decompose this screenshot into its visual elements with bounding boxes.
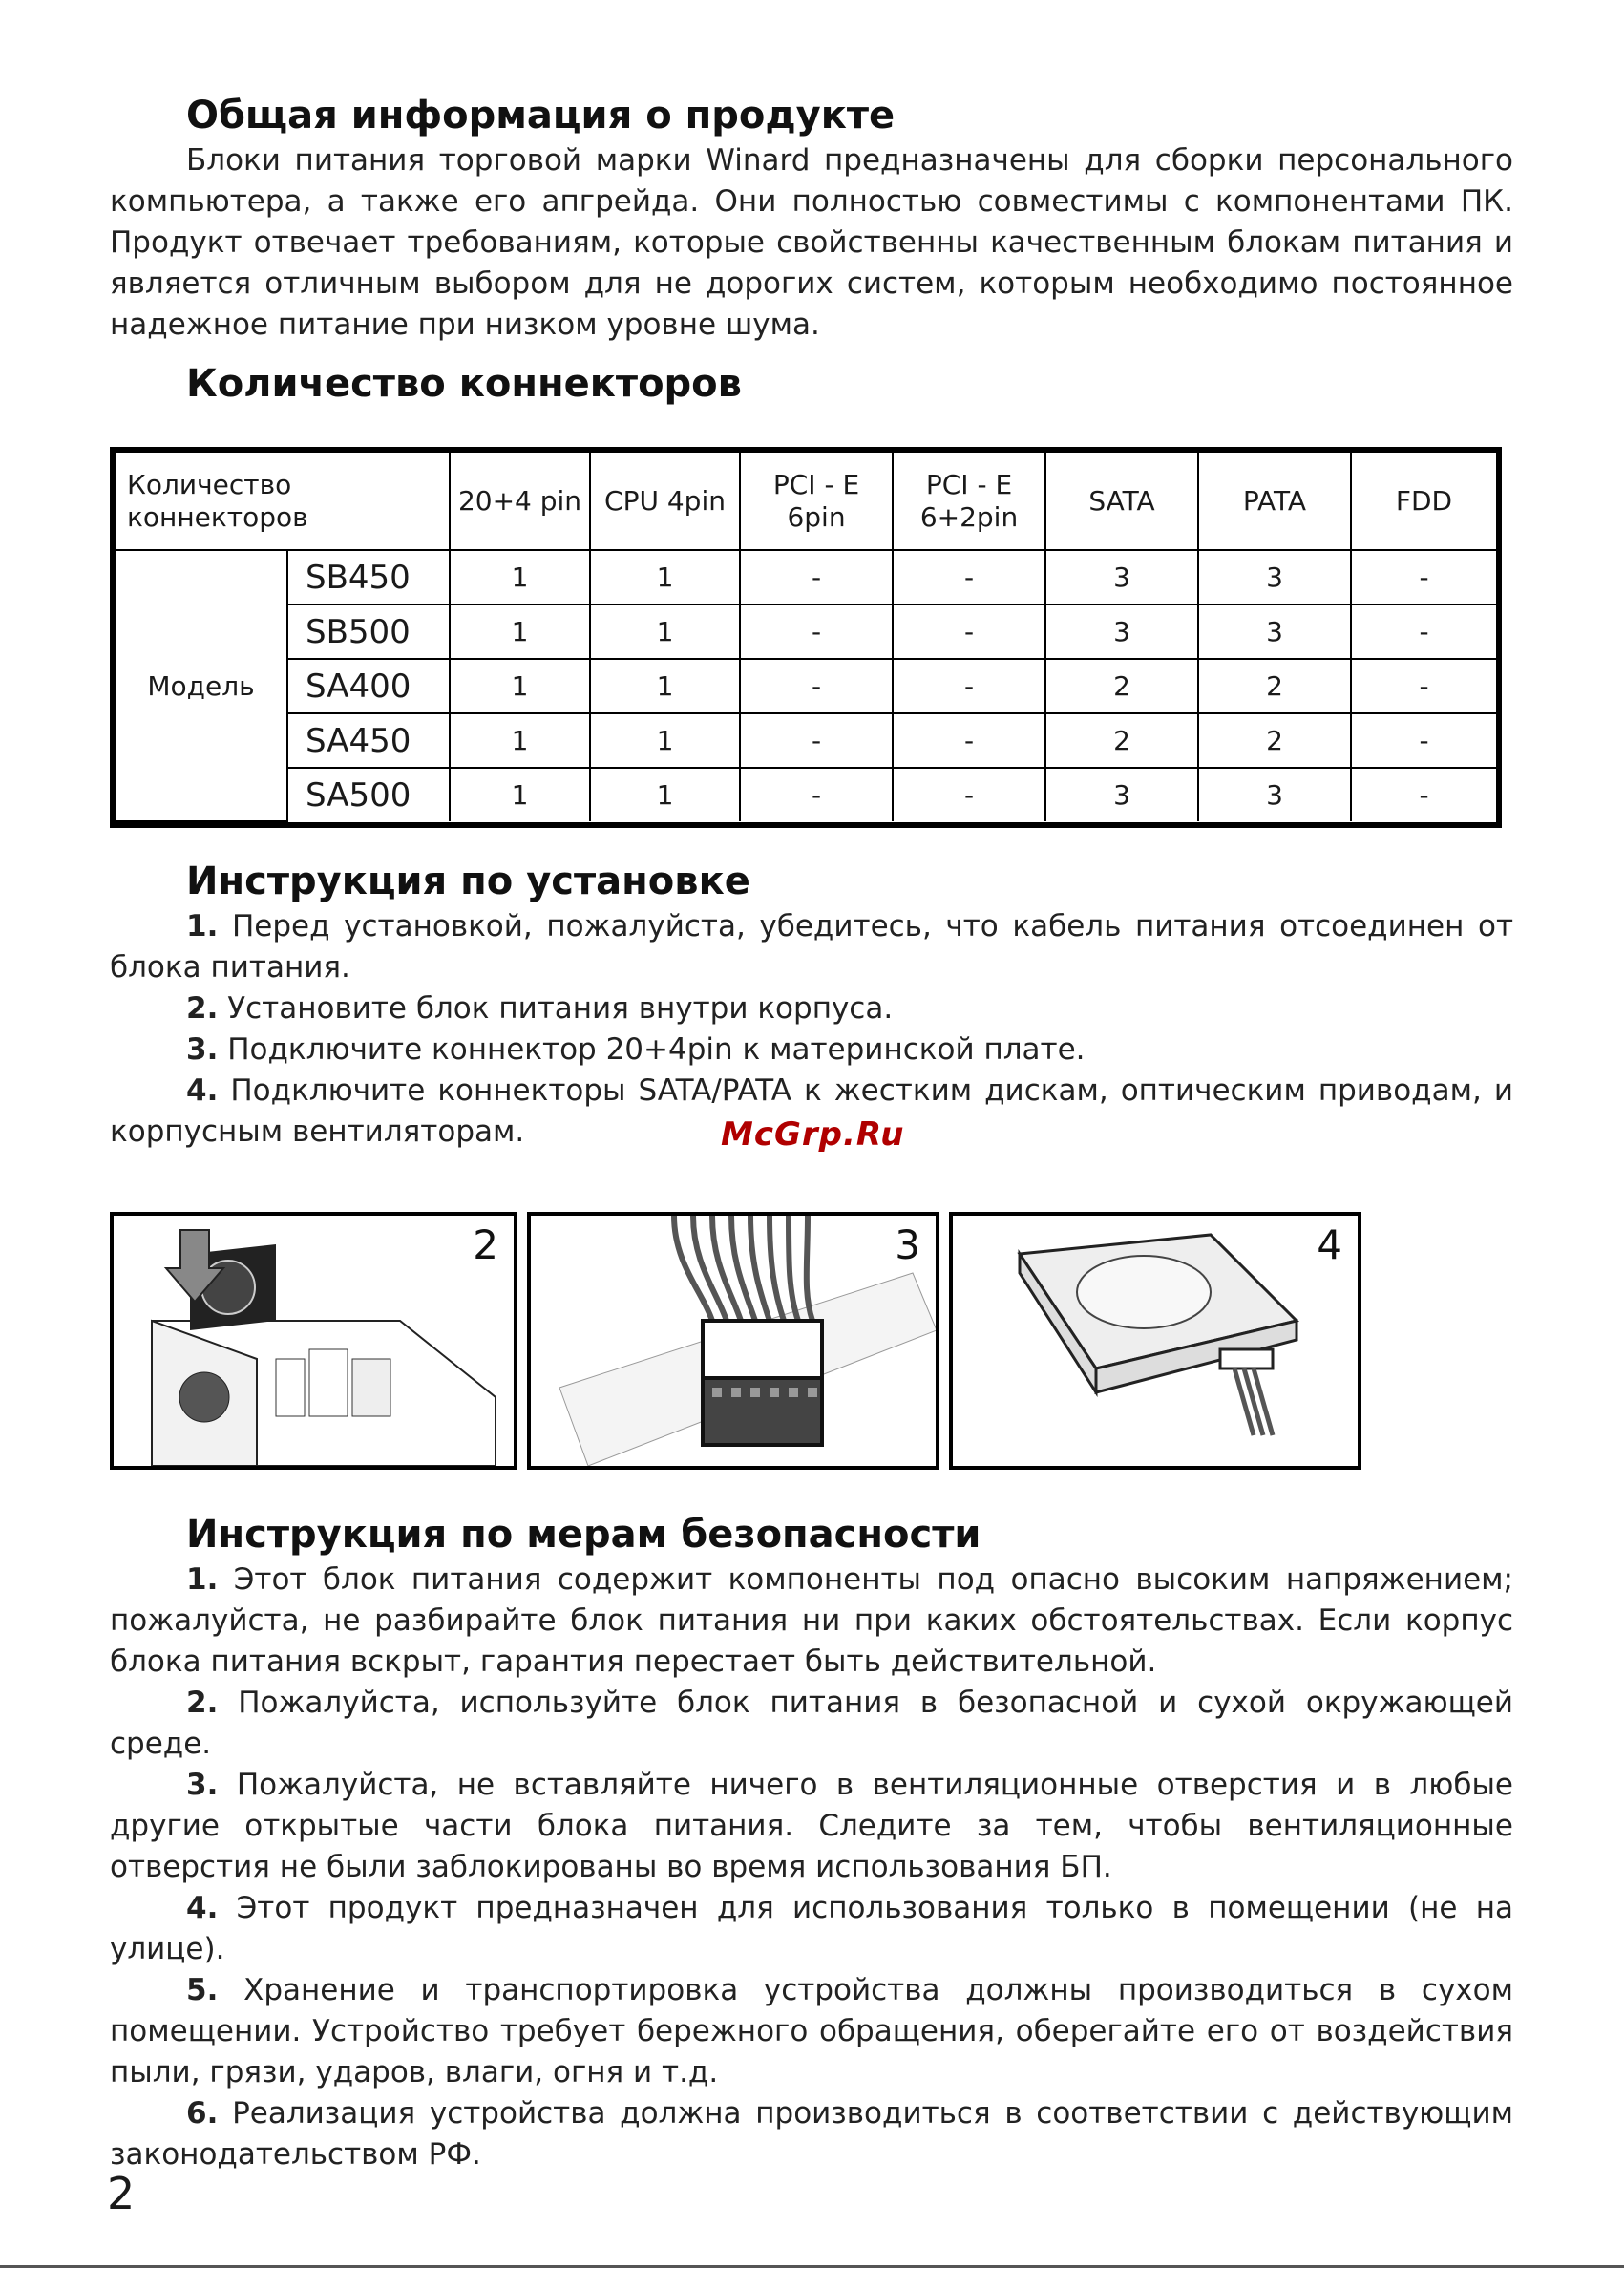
table-cell: 3 [1198, 768, 1351, 821]
table-cell: - [740, 768, 893, 821]
bottom-rule [0, 2265, 1624, 2268]
figure-number: 2 [473, 1221, 498, 1268]
table-cell: - [893, 550, 1045, 605]
table-cell: 1 [450, 605, 590, 659]
watermark: McGrp.Ru [721, 1115, 905, 1154]
step-text: Хранение и транспортировка устройства должны производиться в сухом помещении. Устройство требует бережного обращения, оберегайте его от воздействия пыли, грязи, ударов, влаги, огня и т.д. [110, 1973, 1513, 2090]
table-cell: - [1351, 713, 1496, 768]
step-number: 6. [186, 2096, 219, 2131]
column-header: CPU 4pin [590, 453, 740, 550]
figure-connector-24pin [527, 1212, 939, 1470]
column-header: 20+4 pin [450, 453, 590, 550]
column-header: PCI - E 6pin [740, 453, 893, 550]
table-cell: - [740, 659, 893, 713]
table-cell: 1 [450, 768, 590, 821]
step-number: 3. [186, 1768, 219, 1802]
model-name-cell: SB450 [287, 550, 450, 605]
install-step [110, 1029, 1513, 1071]
figure-row [110, 1212, 1513, 1470]
install-step [110, 988, 1513, 1029]
step-text: Подключите коннектор 20+4pin к материнской плате. [227, 1032, 1086, 1067]
table-cell: 2 [1198, 713, 1351, 768]
column-header: FDD [1351, 453, 1496, 550]
figure-number: 4 [1317, 1221, 1342, 1268]
step-text: Установите блок питания внутри корпуса. [227, 991, 894, 1026]
safety-step [110, 1970, 1513, 2093]
column-header: PATA [1198, 453, 1351, 550]
table-row [116, 768, 1496, 821]
step-number: 1. [186, 909, 219, 944]
table-cell: 3 [1198, 605, 1351, 659]
safety-step [110, 2093, 1513, 2175]
step-number: 2. [186, 991, 219, 1026]
table-header-row [116, 453, 1496, 550]
section-title-install: Инструкция по установке [186, 859, 750, 903]
step-number: 1. [186, 1562, 219, 1597]
table-cell: 2 [1045, 713, 1198, 768]
model-group-label: Модель [116, 550, 287, 821]
model-name-cell: SA500 [287, 768, 450, 821]
column-header: SATA [1045, 453, 1198, 550]
table-cell: 1 [450, 659, 590, 713]
table-cell: - [893, 713, 1045, 768]
safety-steps [110, 1559, 1513, 2175]
atx-connector-illustration [531, 1216, 937, 1466]
step-number: 2. [186, 1686, 219, 1720]
corner-header: Количество коннекторов [116, 453, 450, 550]
step-text: Пожалуйста, не вставляйте ничего в вентиляционные отверстия и в любые другие открытые части блока питания. Следите за тем, чтобы вентиляционные отверстия не были заблокированы во время использования БП. [110, 1768, 1514, 1884]
table-row [116, 659, 1496, 713]
step-number: 4. [186, 1891, 219, 1925]
install-step [110, 906, 1513, 988]
step-text: Подключите коннекторы SATA/PATA к жестким дискам, оптическим приводам, и корпусным вентиляторам. [110, 1073, 1513, 1149]
table-cell: 3 [1045, 605, 1198, 659]
step-number: 5. [186, 1973, 219, 2007]
step-number: 3. [186, 1032, 219, 1067]
column-header: PCI - E 6+2pin [893, 453, 1045, 550]
step-text: Этот продукт предназначен для использования только в помещении (не на улице). [110, 1891, 1513, 1966]
table-row [116, 550, 1496, 605]
section-title-safety: Инструкция по мерам безопасности [186, 1513, 981, 1557]
table-cell: 1 [450, 550, 590, 605]
model-name-cell: SA450 [287, 713, 450, 768]
general-paragraph: Блоки питания торговой марки Winard предназначены для сборки персонального компьютера, а также его апгрейда. Они полностью совместимы с компонентами ПК. Продукт отвечает требованиям, которые свойственны качественным блокам питания и является отличным выбором для не дорогих систем, которым необходимо постоянное надежное питание при низком уровне шума. [110, 143, 1513, 342]
table-cell: 1 [590, 768, 740, 821]
step-number: 4. [186, 1073, 219, 1108]
step-text: Перед установкой, пожалуйста, убедитесь, что кабель питания отсоединен от блока питания. [110, 909, 1513, 985]
safety-step [110, 1559, 1513, 1683]
hdd-illustration [953, 1216, 1359, 1466]
table-cell: 1 [590, 550, 740, 605]
table-cell: 1 [450, 713, 590, 768]
table-cell: 3 [1045, 768, 1198, 821]
table-cell: 3 [1198, 550, 1351, 605]
figure-hdd-connection [949, 1212, 1361, 1470]
table-cell: 1 [590, 659, 740, 713]
connector-table [116, 453, 1496, 822]
step-text: Реализация устройства должна производиться в соответствии с действующим законодательством РФ. [110, 2096, 1513, 2172]
table-cell: 1 [590, 713, 740, 768]
table-row [116, 605, 1496, 659]
section-title-connectors: Количество коннекторов [186, 362, 742, 406]
table-cell: - [740, 550, 893, 605]
table-cell: 3 [1045, 550, 1198, 605]
connector-table-frame [110, 447, 1502, 828]
table-cell: - [1351, 659, 1496, 713]
table-cell: - [740, 605, 893, 659]
step-text: Пожалуйста, используйте блок питания в безопасной и сухой окружающей среде. [110, 1686, 1514, 1761]
table-cell: - [1351, 768, 1496, 821]
safety-step [110, 1683, 1513, 1765]
table-cell: - [893, 659, 1045, 713]
figure-install-psu [110, 1212, 517, 1470]
table-cell: - [893, 605, 1045, 659]
table-cell: - [740, 713, 893, 768]
table-cell: 2 [1045, 659, 1198, 713]
figure-number: 3 [895, 1221, 920, 1268]
table-cell: - [893, 768, 1045, 821]
safety-step [110, 1765, 1513, 1888]
psu-install-illustration [114, 1216, 515, 1466]
step-text: Этот блок питания содержит компоненты под опасно высоким напряжением; пожалуйста, не разбирайте блок питания ни при каких обстоятельствах. Если корпус блока питания вскрыт, гарантия перестает быть действительной. [110, 1562, 1513, 1679]
section-title-general: Общая информация о продукте [186, 94, 896, 138]
model-name-cell: SB500 [287, 605, 450, 659]
page-number: 2 [107, 2168, 136, 2219]
model-name-cell: SA400 [287, 659, 450, 713]
table-cell: - [1351, 605, 1496, 659]
table-cell: - [1351, 550, 1496, 605]
table-cell: 1 [590, 605, 740, 659]
table-row [116, 713, 1496, 768]
safety-step [110, 1888, 1513, 1970]
table-cell: 2 [1198, 659, 1351, 713]
